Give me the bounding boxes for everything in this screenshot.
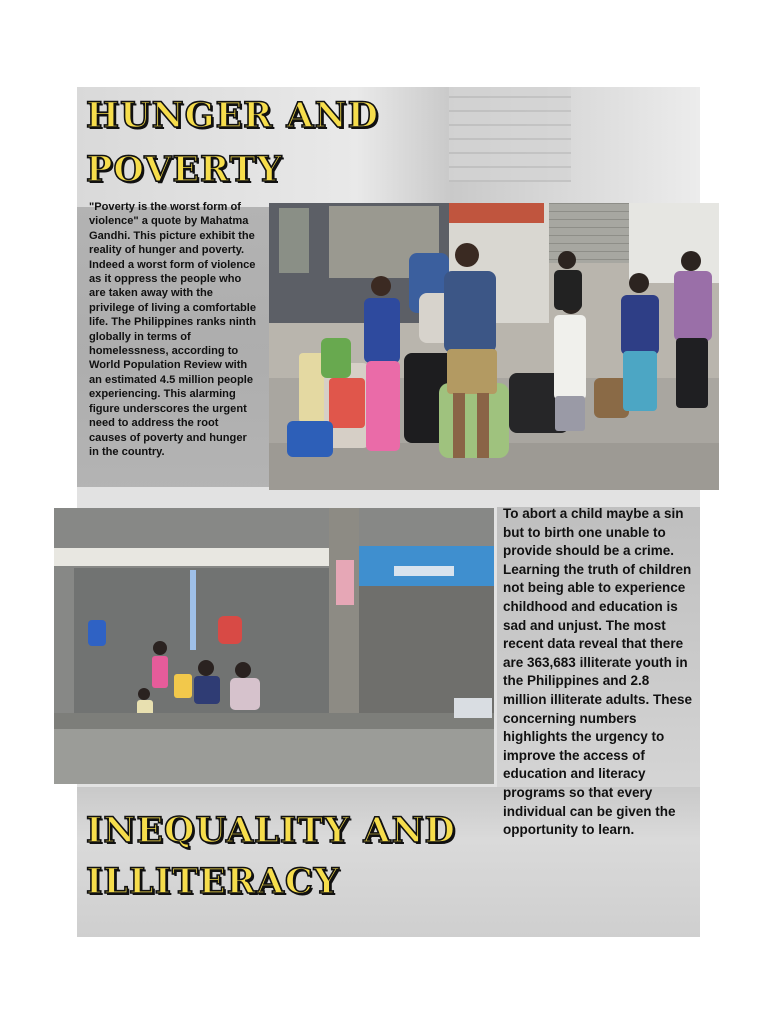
family-shed-illustration bbox=[54, 508, 494, 784]
family-under-shed-photo bbox=[54, 508, 494, 784]
hunger-poverty-title-line2: POVERTY bbox=[86, 149, 283, 190]
inequality-illiteracy-title-line2: ILLITERACY bbox=[86, 861, 340, 902]
hunger-poverty-paragraph: "Poverty is the worst form of violence" a quote by Mahatma Gandhi. This picture exhibit the reality of hunger and poverty. Indeed a worst form of violence as it oppress the people who are taken away with the privilege of living a comfortable life. The Philippines ranks ninth globally in terms of homelessness, according to World Population Review with an estimated 4.5 million people experiencing. This alarming figure underscores the urgent need to address the root causes of poverty and hunger in the country. bbox=[89, 201, 257, 458]
hunger-poverty-title-line1: HUNGER AND bbox=[86, 95, 379, 136]
faded-brick-wall bbox=[449, 87, 571, 182]
inequality-illiteracy-title-line1: INEQUALITY AND bbox=[86, 810, 456, 851]
street-families-illustration bbox=[269, 203, 719, 490]
street-families-photo bbox=[269, 203, 719, 490]
inequality-illiteracy-paragraph: To abort a child maybe a sin but to birth one unable to provide should be a crime. Learning the truth of children not being able to experience childhood and education is sad and unjust. The most recent data reveal that there are 363,683 illiterate youth in the Philippines and 2.8 million illiterate adults. These concerning numbers highlights the urgency to improve the access of education and literacy programs so that every individual can be given the opportunity to learn. bbox=[503, 506, 693, 838]
